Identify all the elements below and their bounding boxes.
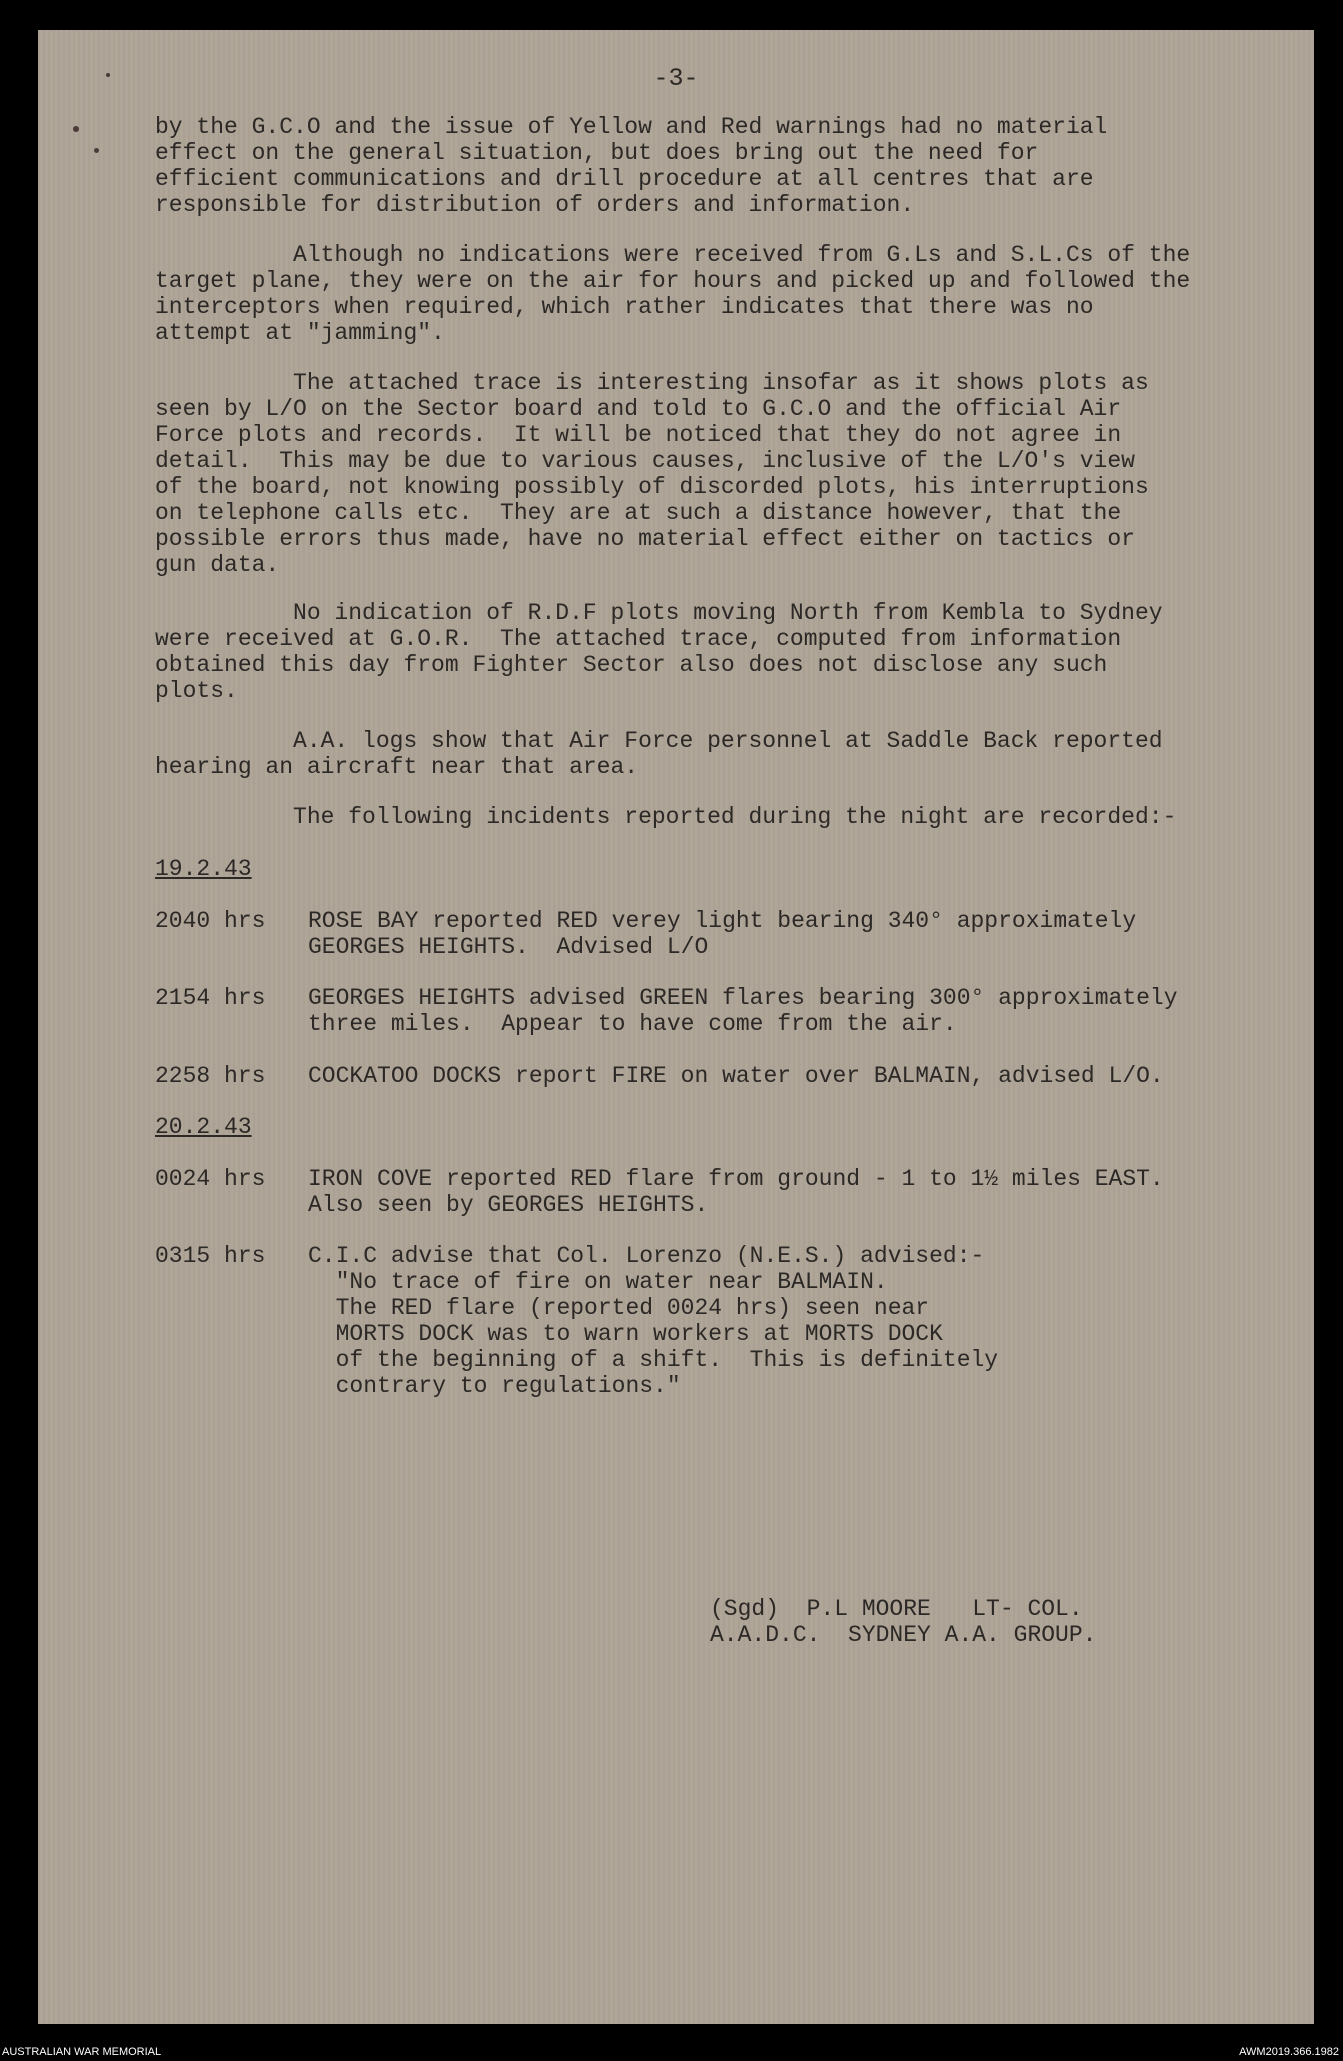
log-time: 2040 hrs (155, 908, 266, 934)
paragraph: No indication of R.D.F plots moving North from Kembla to Sydney were received at G.O.R. The attached trace, computed from information obtained this day from Fighter Sector also does not disclose any such plots. (155, 600, 1163, 704)
footer-accession-number: AWM2019.366.1982 (1239, 2046, 1339, 2058)
ink-mark (94, 148, 99, 153)
log-entry: COCKATOO DOCKS report FIRE on water over BALMAIN, advised L/O. (308, 1063, 1164, 1089)
log-entry: GEORGES HEIGHTS advised GREEN flares bearing 300° approximately three miles. Appear to have come from the air. (308, 985, 1178, 1037)
log-entry: IRON COVE reported RED flare from ground - 1 to 1½ miles EAST. Also seen by GEORGES HEIGHTS. (308, 1166, 1164, 1218)
paragraph: The following incidents reported during the night are recorded:- (155, 804, 1177, 830)
page-number: -3- (653, 64, 699, 93)
log-entry: C.I.C advise that Col. Lorenzo (N.E.S.) advised:- "No trace of fire on water near BALMAIN. The RED flare (reported 0024 hrs) seen near MORTS DOCK was to warn workers at MORTS DOCK of the beginning of a shift. This is definitely contrary to regulations." (308, 1243, 999, 1399)
document-page (38, 30, 1314, 2024)
paragraph: A.A. logs show that Air Force personnel at Saddle Back reported hearing an aircraft near that area. (155, 728, 1163, 780)
paragraph: Although no indications were received from G.Ls and S.L.Cs of the target plane, they were on the air for hours and picked up and followed the interceptors when required, which rather indicates that there was no attempt at "jamming". (155, 242, 1191, 346)
paragraph: by the G.C.O and the issue of Yellow and Red warnings had no material effect on the general situation, but does bring out the need for efficient communications and drill procedure at all centres that are responsible for distribution of orders and information. (155, 114, 1108, 218)
log-date: 19.2.43 (155, 856, 252, 882)
log-time: 2258 hrs (155, 1063, 266, 1089)
ink-mark (73, 126, 79, 132)
footer-credit: AUSTRALIAN WAR MEMORIAL (2, 2046, 162, 2058)
log-entry: ROSE BAY reported RED verey light bearing 340° approximately GEORGES HEIGHTS. Advised L/O (308, 908, 1137, 960)
log-time: 0315 hrs (155, 1243, 266, 1269)
log-date: 20.2.43 (155, 1114, 252, 1140)
signature-block: (Sgd) P.L MOORE LT- COL. A.A.D.C. SYDNEY A.A. GROUP. (710, 1596, 1097, 1648)
log-time: 2154 hrs (155, 985, 266, 1011)
paragraph: The attached trace is interesting insofar as it shows plots as seen by L/O on the Sector board and told to G.C.O and the official Air Force plots and records. It will be noticed that they do not agree in detail. This may be due to various causes, inclusive of the L/O's view of the board, not knowing possibly of discorded plots, his interruptions on telephone calls etc. They are at such a distance however, that the possible errors thus made, have no material effect either on tactics or gun data. (155, 370, 1149, 578)
log-time: 0024 hrs (155, 1166, 266, 1192)
